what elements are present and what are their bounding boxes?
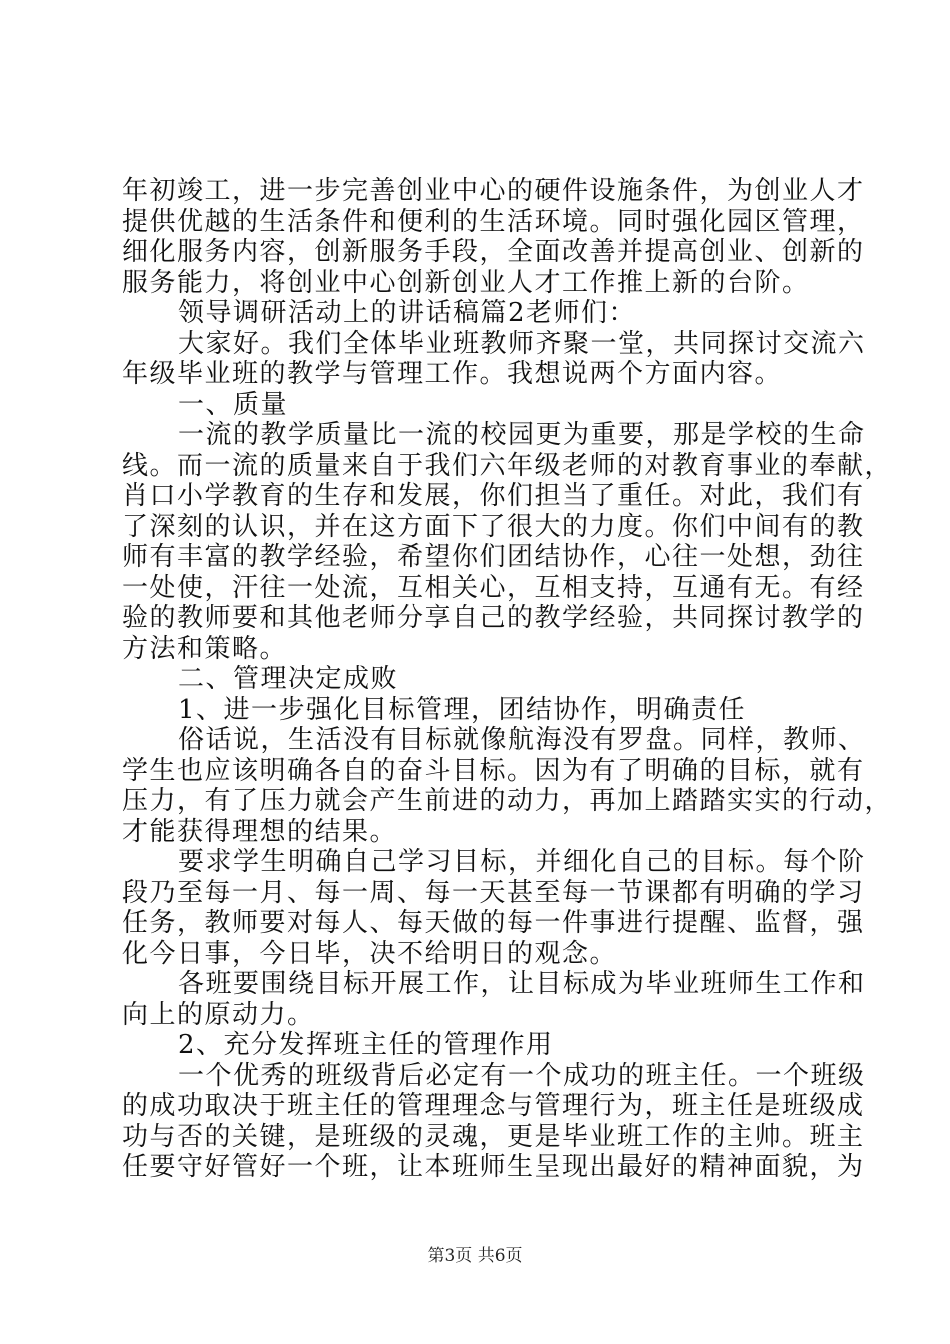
subsection-heading: 2、充分发挥班主任的管理作用 [178,1030,554,1060]
text-line: 向上的原动力。 [122,999,315,1030]
text-line: 线。而一流的质量来自于我们六年级老师的对教育事业的奉献， [122,450,893,481]
text-line: 提供优越的生活条件和便利的生活环境。同时强化园区管理， [122,206,865,237]
subsection-heading: 1、进一步强化目标管理，团结协作，明确责任 [178,694,747,725]
text-line: 各班要围绕目标开展工作，让目标成为毕业班师生工作和 [178,969,866,999]
section-heading: 一、质量 [178,389,289,420]
section-heading: 领导调研活动上的讲话稿篇2老师们： [178,298,637,328]
text-line: 肖口小学教育的生存和发展，你们担当了重任。对此，我们有 [122,481,865,511]
text-line: 的成功取决于班主任的管理理念与管理行为，班主任是班级成 [122,1091,865,1121]
text-line: 俗话说，生活没有目标就像航海没有罗盘。同样，教师、 [178,725,866,755]
text-line: 了深刻的认识，并在这方面下了很大的力度。你们中间有的教 [122,511,865,542]
text-line: 压力，有了压力就会产生前进的动力，再加上踏踏实实的行动， [122,786,893,816]
text-line: 验的教师要和其他老师分享自己的教学经验，共同探讨教学的 [122,603,865,633]
text-line: 师有丰富的教学经验，希望你们团结协作，心往一处想，劲往 [122,542,865,572]
text-line: 才能获得理想的结果。 [122,816,398,847]
page-number-footer: 第3页 共6页 [427,1246,523,1266]
text-line: 年初竣工，进一步完善创业中心的硬件设施条件，为创业人才 [122,176,865,206]
text-line: 一流的教学质量比一流的校园更为重要，那是学校的生命 [178,420,866,450]
section-heading: 二、管理决定成败 [178,664,399,694]
text-line: 一处使，汗往一处流，互相关心，互相支持，互通有无。有经 [122,572,865,603]
text-line: 年级毕业班的教学与管理工作。我想说两个方面内容。 [122,359,783,389]
text-line: 功与否的关键，是班级的灵魂，更是毕业班工作的主帅。班主 [122,1121,865,1152]
text-line: 细化服务内容，创新服务手段，全面改善并提高创业、创新的 [122,237,865,267]
body-text [122,176,893,1183]
text-line: 大家好。我们全体毕业班教师齐聚一堂，共同探讨交流六 [178,328,866,359]
text-line: 一个优秀的班级背后必定有一个成功的班主任。一个班级 [178,1060,866,1091]
text-line: 要求学生明确自己学习目标，并细化自己的目标。每个阶 [178,847,866,877]
text-line: 化今日事，今日毕，决不给明日的观念。 [122,938,618,969]
text-line: 服务能力，将创业中心创新创业人才工作推上新的台阶。 [122,267,810,298]
text-line: 段乃至每一月、每一周、每一天甚至每一节课都有明确的学习 [122,877,865,908]
text-line: 任要守好管好一个班，让本班师生呈现出最好的精神面貌，为 [122,1152,865,1182]
text-line: 学生也应该明确各自的奋斗目标。因为有了明确的目标，就有 [122,755,865,786]
text-line: 任务，教师要对每人、每天做的每一件事进行提醒、监督，强 [122,908,865,938]
text-line: 方法和策略。 [122,633,288,664]
